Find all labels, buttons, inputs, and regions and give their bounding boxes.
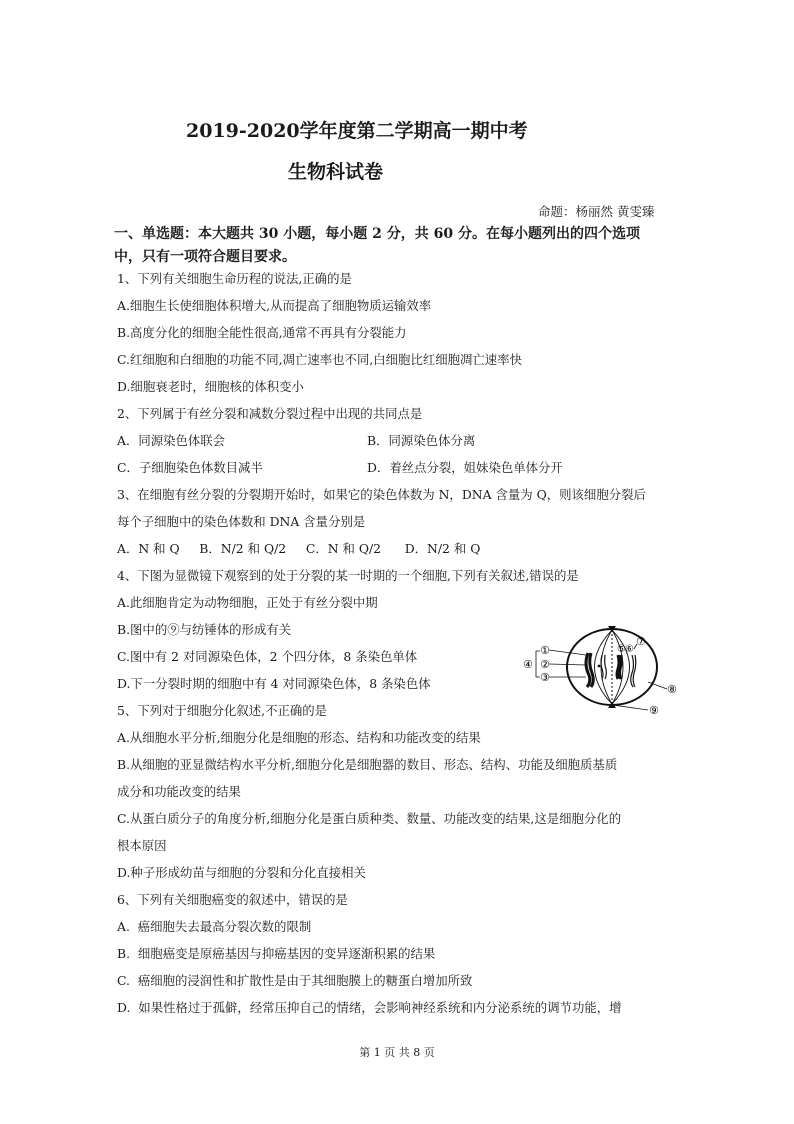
q2-option-d: D．着丝点分裂，姐妹染色单体分开 bbox=[367, 460, 563, 475]
label-3: ③ bbox=[540, 671, 550, 684]
label-7: ⑦ bbox=[636, 635, 646, 648]
q5-stem: 5、下列对于细胞分化叙述,不正确的是 bbox=[117, 703, 328, 718]
label-9: ⑨ bbox=[649, 704, 659, 717]
q5-option-c-line1: C.从蛋白质分子的角度分析,细胞分化是蛋白质种类、数量、功能改变的结果,这是细胞分化的 bbox=[117, 811, 622, 826]
q2-option-c: C．子细胞染色体数目减半 bbox=[117, 460, 263, 475]
q5-option-c-line2: 根本原因 bbox=[117, 838, 167, 853]
q4-stem: 4、下图为显微镜下观察到的处于分裂的某一时期的一个细胞,下列有关叙述,错误的是 bbox=[117, 568, 579, 583]
q4-option-b: B.图中的⑨与纺锤体的形成有关 bbox=[117, 622, 292, 637]
q1-option-c: C.红细胞和白细胞的功能不同,凋亡速率也不同,白细胞比红细胞凋亡速率快 bbox=[117, 352, 522, 367]
label-6: ⑥ bbox=[625, 644, 634, 655]
exam-subtitle: 生物科试卷 bbox=[288, 161, 384, 183]
q6-option-b: B. 细胞癌变是原癌基因与抑癌基因的变异逐渐积累的结果 bbox=[117, 946, 436, 961]
q1-stem: 1、下列有关细胞生命历程的说法,正确的是 bbox=[117, 271, 352, 286]
q6-option-c: C. 癌细胞的浸润性和扩散性是由于其细胞膜上的糖蛋白增加所致 bbox=[117, 973, 473, 988]
chromosome-3 bbox=[617, 655, 621, 679]
cell-division-figure bbox=[522, 617, 692, 717]
centromere bbox=[598, 665, 601, 668]
q4-option-d: D.下一分裂时期的细胞中有 4 对同源染色体，8 条染色体 bbox=[117, 676, 431, 691]
label-8: ⑧ bbox=[667, 683, 677, 696]
q6-option-a: A. 癌细胞失去最高分裂次数的限制 bbox=[117, 919, 312, 934]
page-footer: 第 1 页 共 8 页 bbox=[359, 1046, 435, 1059]
q2-option-a: A．同源染色体联会 bbox=[117, 433, 226, 448]
chromosome-1 bbox=[586, 653, 593, 687]
q5-option-a: A.从细胞水平分析,细胞分化是细胞的形态、结构和功能改变的结果 bbox=[117, 730, 481, 745]
q5-option-b-line1: B.从细胞的亚显微结构水平分析,细胞分化是细胞器的数目、形态、结构、功能及细胞质基质 bbox=[117, 757, 618, 772]
q1-option-d: D.细胞衰老时，细胞核的体积变小 bbox=[117, 379, 304, 394]
q1-option-a: A.细胞生长使细胞体积增大,从而提高了细胞物质运输效率 bbox=[117, 298, 432, 313]
authors: 命题：杨丽然 黄雯臻 bbox=[538, 204, 655, 219]
label-5: ⑤ bbox=[617, 644, 626, 655]
section-heading-line2: 中，只有一项符合题目要求。 bbox=[114, 249, 296, 265]
label-4: ④ bbox=[523, 658, 533, 671]
section-heading-line1: 一、单选题：本大题共 30 小题，每小题 2 分，共 60 分。在每小题列出的四个选项 bbox=[114, 226, 640, 242]
q3-stem-line1: 3、在细胞有丝分裂的分裂期开始时，如果它的染色体数为 N，DNA 含量为 Q，则该细胞分裂后 bbox=[117, 487, 646, 502]
label-2: ② bbox=[540, 658, 550, 671]
q5-option-d: D.种子形成幼苗与细胞的分裂和分化直接相关 bbox=[117, 865, 366, 880]
q5-option-b-line2: 成分和功能改变的结果 bbox=[117, 784, 241, 799]
q3-options: A．N 和 Q B．N/2 和 Q/2 C．N 和 Q/2 D．N/2 和 Q bbox=[117, 541, 481, 556]
q4-option-a: A.此细胞肯定为动物细胞，正处于有丝分裂中期 bbox=[117, 595, 378, 610]
q2-option-b: B．同源染色体分离 bbox=[367, 433, 476, 448]
leader-9 bbox=[613, 705, 648, 710]
q1-option-b: B.高度分化的细胞全能性很高,通常不再具有分裂能力 bbox=[117, 325, 407, 340]
leader-2 bbox=[549, 664, 586, 665]
q6-stem: 6、下列有关细胞癌变的叙述中，错误的是 bbox=[117, 892, 348, 907]
q3-stem-line2: 每个子细胞中的染色体数和 DNA 含量分别是 bbox=[117, 514, 366, 529]
exam-title: 2019-2020学年度第二学期高一期中考 bbox=[186, 120, 528, 142]
label-1: ① bbox=[540, 644, 550, 657]
q6-option-d: D. 如果性格过于孤僻，经常压抑自己的情绪，会影响神经系统和内分泌系统的调节功能，增 bbox=[117, 1000, 622, 1015]
q2-stem: 2、下列属于有丝分裂和减数分裂过程中出现的共同点是 bbox=[117, 406, 423, 421]
q4-option-c: C.图中有 2 对同源染色体，2 个四分体，8 条染色单体 bbox=[117, 649, 418, 664]
chromosome-4 bbox=[631, 655, 636, 687]
leader-1 bbox=[549, 650, 586, 655]
